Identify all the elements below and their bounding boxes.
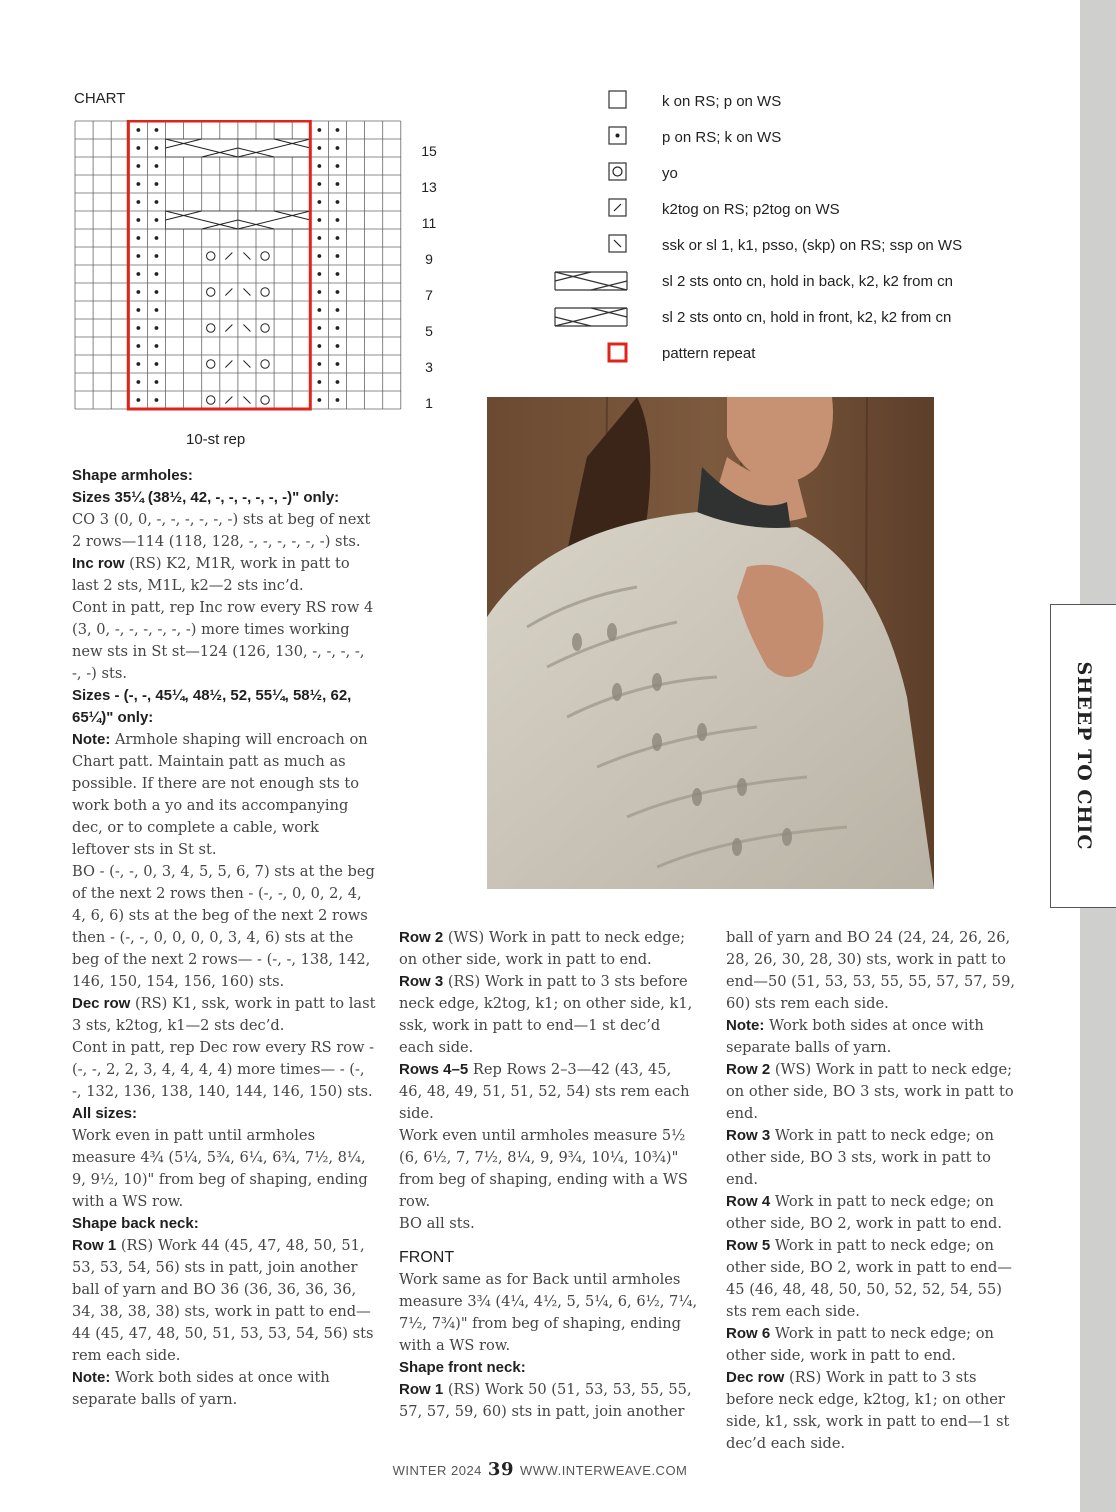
row-text: Work in patt to neck edge; on other side, BO 2, work in patt to end. [726,1193,1003,1232]
row-label: Row 2 [399,929,444,946]
text-column-1 [72,465,377,1411]
row-text: Work in patt to neck edge; on other side, work in patt to end. [726,1325,994,1364]
purl-dot [317,272,321,276]
section-title-front: FRONT [399,1249,455,1266]
yo-mark [207,324,215,332]
purl-dot [336,182,340,186]
purl-dot [136,146,140,150]
purl-dot [317,362,321,366]
paragraph [72,1235,377,1367]
repeat-label: 10-st rep [186,431,246,448]
legend-label: ssk or sl 1, k1, psso, (skp) on RS; ssp on WS [662,237,963,254]
row-number: 7 [425,287,433,303]
purl-dot [136,290,140,294]
purl-dot [155,308,159,312]
paragraph [399,927,699,971]
paragraph: ball of yarn and BO 24 (24, 24, 26, 26, 28, 26, 30, 28, 30) sts, work in patt to end—50 (51, 53, 53, 55, 55, 57, 57, 59, 60) sts rem each side. [726,929,1016,1012]
purl-dot [136,128,140,132]
k2tog-mark [225,397,232,404]
row-text: (RS) K2, M1R, work in patt to last 2 sts, M1L, k2—2 sts inc’d. [72,555,350,594]
row-number: 3 [425,359,433,375]
row-text: (WS) Work in patt to neck edge; on other side, BO 3 sts, work in patt to end. [726,1061,1014,1122]
paragraph: Cont in patt, rep Dec row every RS row - (-, -, 2, 2, 3, 4, 4, 4, 4) more times— - (-, -, 132, 136, 138, 140, 144, 146, 150) sts. [72,1039,375,1100]
yo-mark [261,360,269,368]
paragraph: CO 3 (0, 0, -, -, -, -, -, -) sts at beg of next 2 rows—114 (118, 128, -, -, -, -, -, -) sts. [72,511,371,550]
row-number: 9 [425,251,433,267]
purl-dot [317,254,321,258]
purl-dot [336,128,340,132]
purl-dot [317,236,321,240]
paragraph [399,1379,699,1423]
purl-dot [336,254,340,258]
purl-dot [317,290,321,294]
row-label: Row 2 [726,1061,771,1078]
row-label: Row 6 [726,1325,771,1342]
purl-dot [136,362,140,366]
paragraph [72,1367,377,1411]
ssk-mark [243,361,250,368]
purl-dot [136,344,140,348]
row-label: Rows 4–5 [399,1061,469,1078]
note-text: Work both sides at once with separate balls of yarn. [726,1017,984,1056]
purl-dot [136,218,140,222]
purl-dot [136,398,140,402]
legend-label: sl 2 sts onto cn, hold in front, k2, k2 from cn [662,309,952,326]
heading: Sizes - (-, -, 45¼, 48½, 52, 55¼, 58½, 62, 65¼)" only: [72,687,352,726]
heading: Shape front neck: [399,1359,526,1376]
heading: Sizes 35¼ (38½, 42, -, -, -, -, -, -)" only: [72,489,340,506]
purl-dot [336,236,340,240]
purl-dot [155,200,159,204]
heading: Shape back neck: [72,1215,199,1232]
purl-dot [317,128,321,132]
purl-dot [155,182,159,186]
purl-dot [336,218,340,222]
purl-dot [317,326,321,330]
k2tog-mark [225,289,232,296]
row-number: 5 [425,323,433,339]
yo-mark [261,288,269,296]
text-column-2 [399,927,699,1423]
paragraph: Cont in patt, rep Inc row every RS row 4 (3, 0, -, -, -, -, -, -) more times working new sts in St st—124 (126, 130, -, -, -, -, -, -) sts. [72,599,374,682]
purl-dot [317,200,321,204]
paragraph: Work even in patt until armholes measure 4¾ (5¼, 5¾, 6¼, 6¾, 7½, 8¼, 9, 9½, 10)" from beg of shaping, ending with a WS row. [72,1127,368,1210]
paragraph [726,1191,1022,1235]
paragraph [399,1059,699,1125]
row-text: Work in patt to neck edge; on other side, BO 2, work in patt to end—45 (46, 48, 48, 50, 50, 52, 52, 54, 55) sts rem each side. [726,1237,1012,1320]
yo-mark [207,252,215,260]
ssk-backslash-icon [608,234,628,254]
purl-dot [317,182,321,186]
purl-dot [317,146,321,150]
purl-dot [155,218,159,222]
purl-dot [136,254,140,258]
note-label: Note: [726,1017,765,1034]
section-tab-label: SHEEP TO CHIC [1072,661,1095,851]
paragraph [72,553,377,597]
ssk-mark [243,253,250,260]
ssk-mark [243,289,250,296]
purl-dot [336,146,340,150]
row-text: Work in patt to neck edge; on other side, BO 3 sts, work in patt to end. [726,1127,994,1188]
knitting-chart [74,120,404,412]
purl-dot [136,308,140,312]
purl-dot [317,344,321,348]
row-text: Rep Rows 2–3—42 (43, 45, 46, 48, 49, 51, 51, 52, 54) sts rem each side. [399,1061,690,1122]
row-label: Row 3 [399,973,444,990]
paragraph: Work even until armholes measure 5½ (6, 6½, 7, 7½, 8¼, 9, 9¾, 10¼, 10¾)" from beg of shaping, ending with a WS row. [399,1127,688,1210]
paragraph [726,1125,1022,1191]
paragraph [72,993,377,1037]
legend-label: pattern repeat [662,345,756,362]
purl-dot [336,380,340,384]
knit-square-icon [608,90,628,110]
purl-dot [136,182,140,186]
purl-dot [136,236,140,240]
purl-dot [317,380,321,384]
purl-dot [155,344,159,348]
row-text: (RS) K1, ssk, work in patt to last 3 sts, k2tog, k1—2 sts dec’d. [72,995,376,1034]
purl-dot [136,380,140,384]
purl-dot [136,200,140,204]
purl-dot [136,164,140,168]
row-text: (RS) Work 50 (51, 53, 53, 55, 55, 57, 57, 59, 60) sts in patt, join another [399,1381,692,1420]
paragraph [726,1323,1022,1367]
paragraph: Work same as for Back until armholes measure 3¾ (4¼, 4½, 5, 5¼, 6, 6½, 7¼, 7½, 7¾)" from beg of shaping, ending with a WS row. [399,1271,698,1354]
heading: All sizes: [72,1105,138,1122]
purl-dot [136,326,140,330]
note-label: Note: [72,731,111,748]
row-label: Dec row [726,1369,785,1386]
row-label: Row 1 [72,1237,117,1254]
yo-circle-icon [608,162,628,182]
paragraph: BO - (-, -, 0, 3, 4, 5, 5, 6, 7) sts at the beg of the next 2 rows then - (-, -, 0, 0, 2, 4, 4, 6, 6) sts at the beg of the next 2 rows then - (-, -, 0, 0, 0, 0, 3, 4, 6) sts at the beg of the next 2 rows— - (-, -, 138, 142, 146, 150, 154, 156, 160) sts. [72,863,375,990]
row-text: (RS) Work in patt to 3 sts before neck edge, k2tog, k1; on other side, k1, ssk, work in patt to end—1 st dec’d each side. [726,1369,1010,1452]
website: WWW.INTERWEAVE.COM [519,1463,688,1478]
purl-dot [155,398,159,402]
purl-dot [317,398,321,402]
purl-dot [155,290,159,294]
k2tog-mark [225,325,232,332]
purl-dot [336,290,340,294]
purl-dot [336,326,340,330]
paragraph: BO all sts. [399,1215,475,1232]
purl-dot [155,236,159,240]
row-label: Row 4 [726,1193,771,1210]
purl-dot [155,146,159,150]
yo-mark [261,396,269,404]
sweater-photo [487,397,934,889]
purl-dot [336,398,340,402]
legend-label: yo [662,165,678,182]
purl-dot [155,164,159,168]
purl-dot [317,218,321,222]
purl-dot [155,254,159,258]
paragraph [726,1059,1022,1125]
purl-dot [317,308,321,312]
purl-dot [336,344,340,348]
issue-label: WINTER 2024 [392,1463,482,1478]
cable-back-icon [553,269,629,293]
paragraph [726,1367,1022,1455]
purl-dot-icon [608,126,628,146]
pattern-repeat-icon [607,342,629,364]
purl-dot [136,272,140,276]
row-text: (WS) Work in patt to neck edge; on other side, work in patt to end. [399,929,686,968]
purl-dot [336,362,340,366]
chart-title: CHART [74,90,126,107]
purl-dot [336,164,340,168]
heading: Shape armholes: [72,467,193,484]
purl-dot [155,380,159,384]
purl-dot [155,362,159,366]
paragraph [726,1015,1022,1059]
row-number: 1 [425,395,433,411]
page-number: 39 [487,1459,514,1480]
page-footer [0,1459,1080,1480]
yo-mark [207,360,215,368]
yo-mark [261,252,269,260]
row-label: Inc row [72,555,125,572]
yo-mark [261,324,269,332]
purl-dot [155,326,159,330]
ssk-mark [243,397,250,404]
paragraph [726,1235,1022,1323]
row-label: Row 5 [726,1237,771,1254]
note-text: Armhole shaping will encroach on Chart patt. Maintain patt as much as possible. If there are not enough sts to work both a yo and its accompanying dec, or to complete a cable, work leftover sts in St st. [72,731,368,858]
k2tog-mark [225,361,232,368]
legend-label: k2tog on RS; p2tog on WS [662,201,840,218]
purl-dot [336,308,340,312]
row-number: 11 [421,215,437,231]
paragraph [399,971,699,1059]
ssk-mark [243,325,250,332]
purl-dot [155,272,159,276]
row-label: Row 3 [726,1127,771,1144]
purl-dot [336,272,340,276]
note-label: Note: [72,1369,111,1386]
text-column-3 [726,927,1022,1455]
row-number: 15 [421,143,437,159]
legend-label: sl 2 sts onto cn, hold in back, k2, k2 from cn [662,273,953,290]
row-text: (RS) Work 44 (45, 47, 48, 50, 51, 53, 53, 54, 56) sts in patt, join another ball of yarn and BO 36 (36, 36, 36, 36, 34, 38, 38, 38) sts, work in patt to end—44 (45, 47, 48, 50, 51, 53, 53, 54, 56) sts rem each side. [72,1237,374,1364]
paragraph [72,729,377,861]
row-label: Dec row [72,995,131,1012]
k2tog-mark [225,253,232,260]
cable-front-icon [553,305,629,329]
row-label: Row 1 [399,1381,444,1398]
yo-mark [207,288,215,296]
purl-dot [336,200,340,204]
row-number: 13 [421,179,437,195]
purl-dot [317,164,321,168]
legend-label: p on RS; k on WS [662,129,782,146]
note-text: Work both sides at once with separate balls of yarn. [72,1369,330,1408]
yo-mark [207,396,215,404]
legend-label: k on RS; p on WS [662,93,782,110]
row-text: (RS) Work in patt to 3 sts before neck edge, k2tog, k1; on other side, k1, ssk, work in patt to end—1 st dec’d each side. [399,973,693,1056]
purl-dot [155,128,159,132]
k2tog-slash-icon [608,198,628,218]
section-tab [1050,604,1116,908]
